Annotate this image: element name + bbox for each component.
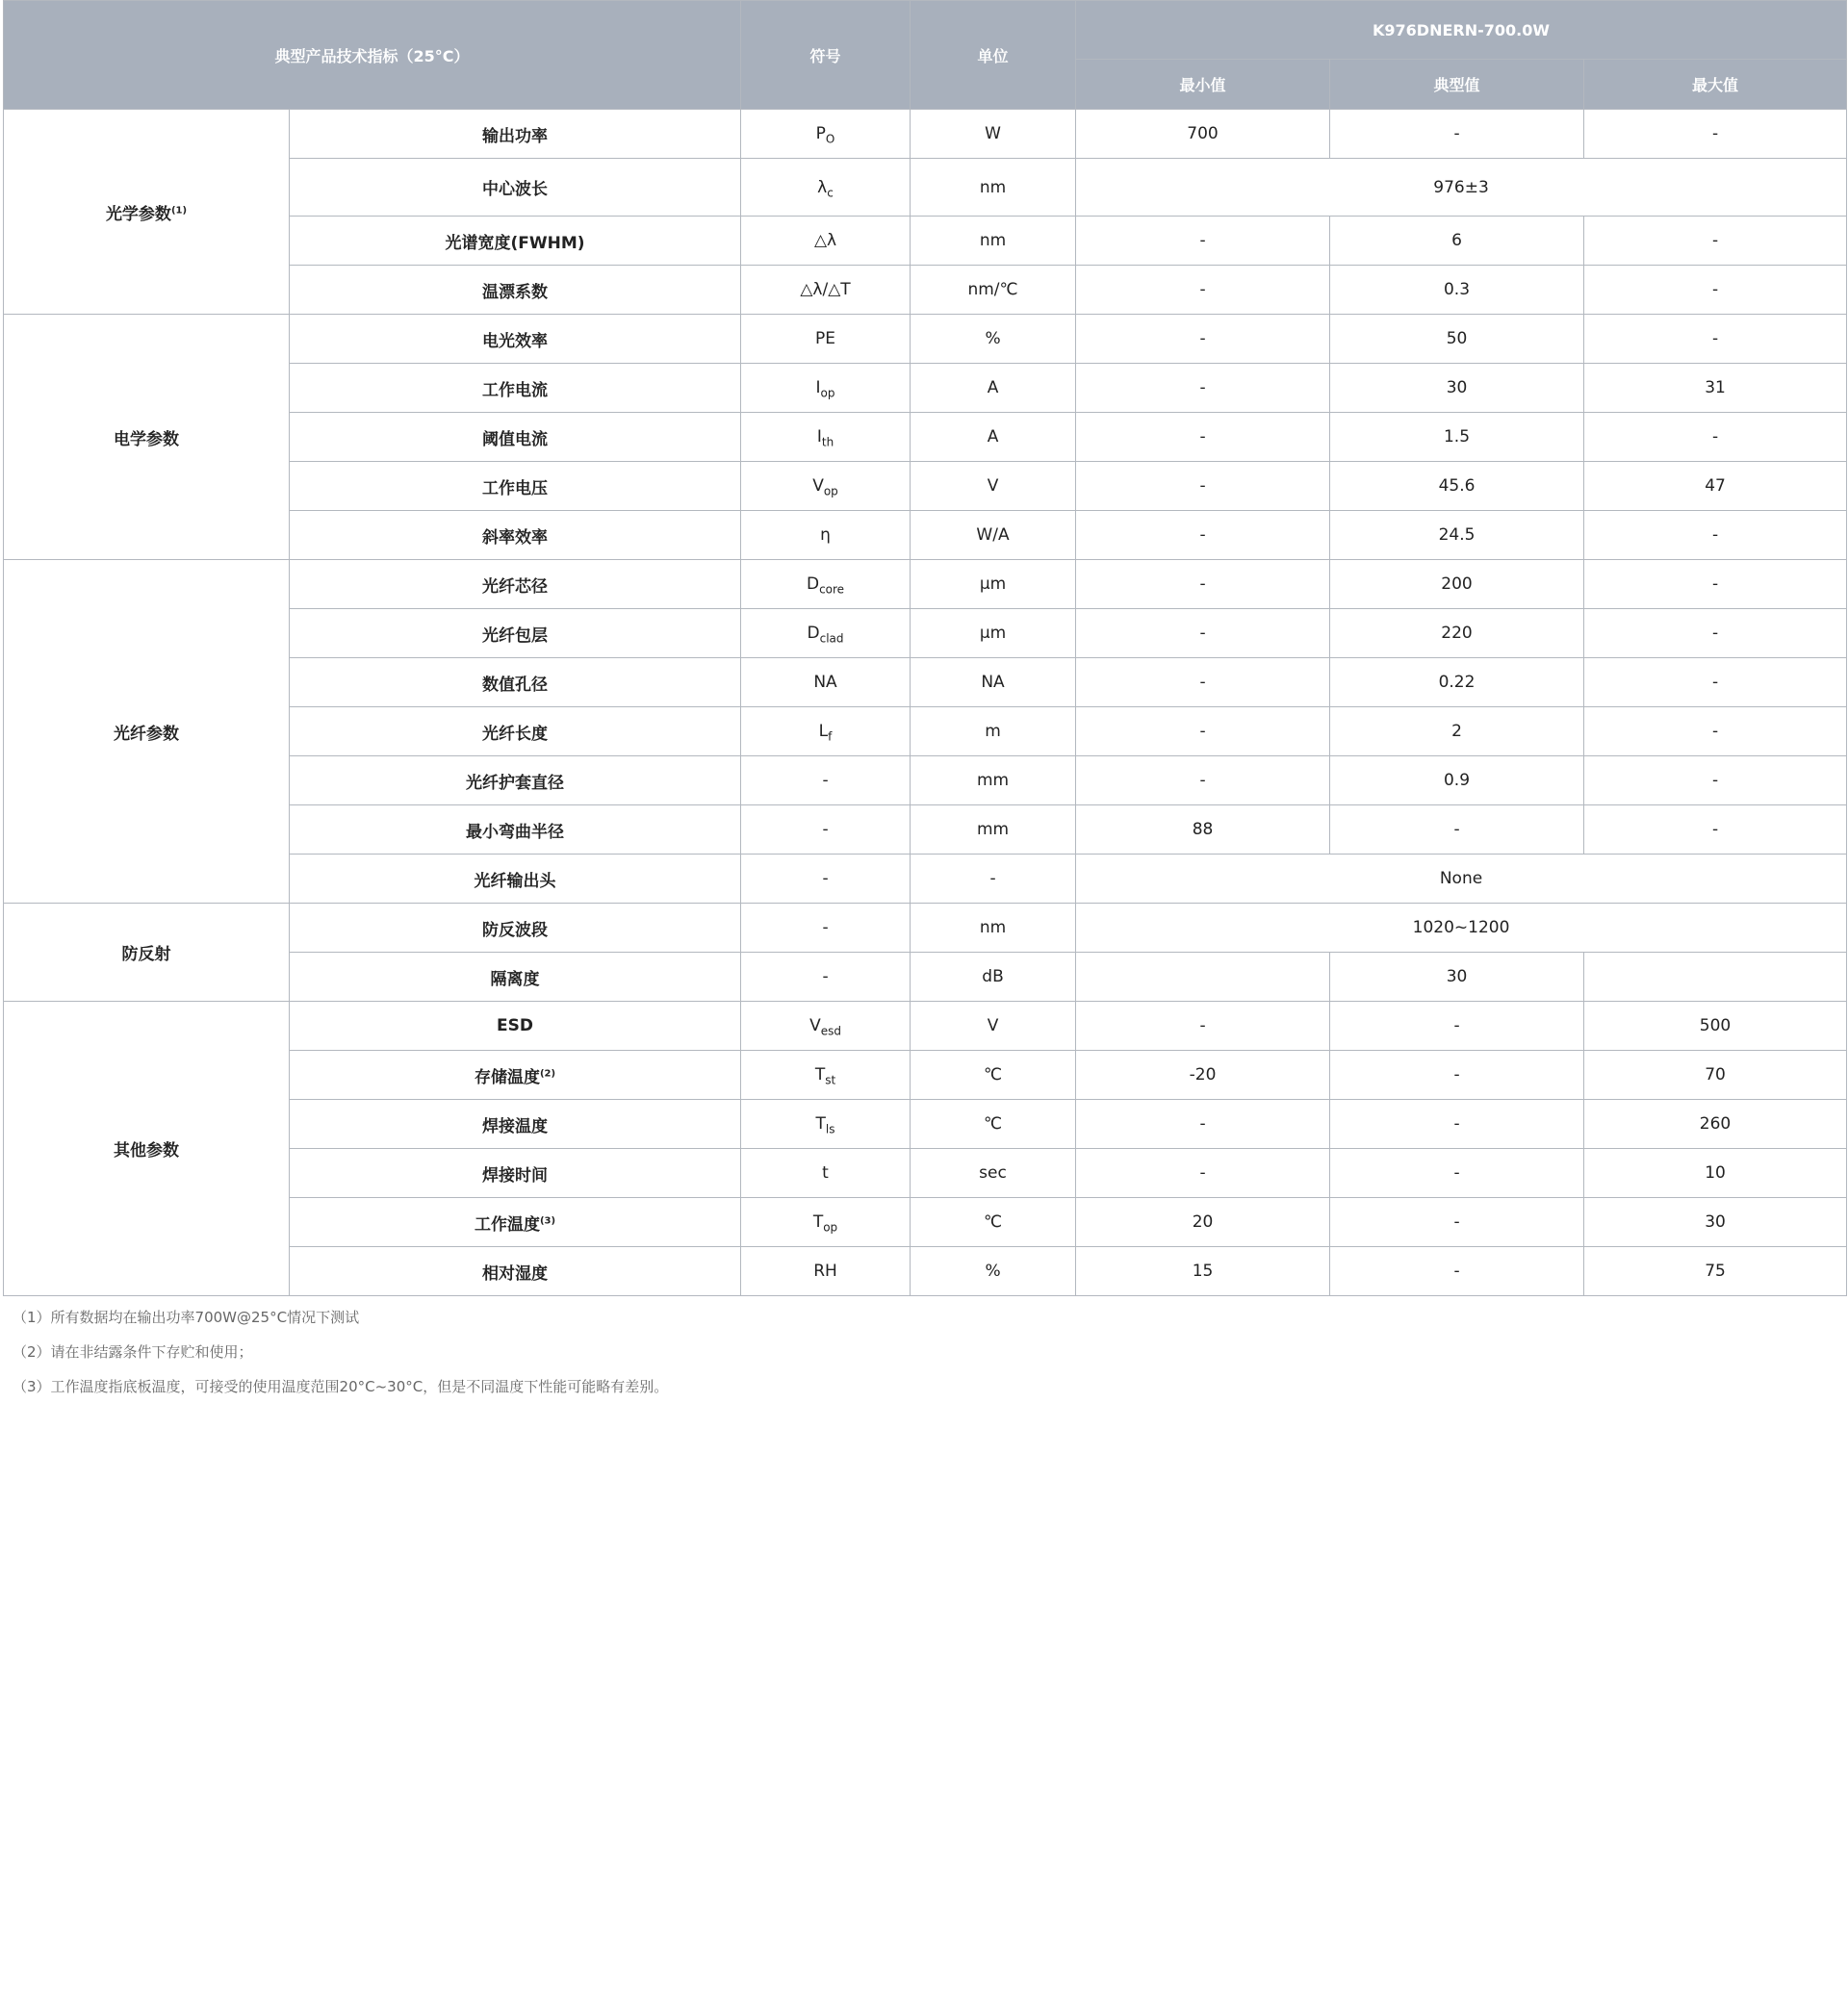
symbol-text: P xyxy=(815,124,826,143)
symbol-text: △λ/△T xyxy=(800,280,851,299)
symbol-subscript: op xyxy=(820,386,835,400)
param-cell xyxy=(290,462,741,511)
value-typ-cell: 6 xyxy=(1330,217,1584,266)
value-min-cell: - xyxy=(1076,609,1330,658)
symbol-text: - xyxy=(822,918,829,937)
symbol-subscript: clad xyxy=(819,631,844,646)
symbol-cell xyxy=(741,609,911,658)
symbol-text: PE xyxy=(815,329,836,348)
value-max-cell: - xyxy=(1584,560,1847,609)
header-model: K976DNERN-700.0W xyxy=(1076,1,1847,60)
unit-cell: mm xyxy=(911,756,1076,805)
value-min-cell: - xyxy=(1076,756,1330,805)
param-cell xyxy=(290,904,741,953)
param-cell xyxy=(290,1051,741,1100)
value-max-cell: - xyxy=(1584,805,1847,855)
value-min-cell: - xyxy=(1076,266,1330,315)
param-cell xyxy=(290,756,741,805)
spec-sheet xyxy=(3,0,1846,1404)
param-cell xyxy=(290,1198,741,1247)
param-label: 工作电压 xyxy=(482,478,548,498)
value-min-cell: - xyxy=(1076,1002,1330,1051)
param-label: 数值孔径 xyxy=(482,675,548,695)
unit-cell: mm xyxy=(911,805,1076,855)
param-label: 工作温度 xyxy=(474,1214,540,1235)
param-label: 光纤包层 xyxy=(482,625,548,646)
header-spec-title: 典型产品技术指标（25°C） xyxy=(4,1,741,110)
symbol-text: RH xyxy=(813,1262,837,1281)
symbol-text: t xyxy=(822,1163,829,1183)
value-min-cell: -20 xyxy=(1076,1051,1330,1100)
group-label: 电学参数 xyxy=(114,429,179,449)
value-min-cell: - xyxy=(1076,364,1330,413)
value-min-cell: - xyxy=(1076,658,1330,707)
symbol-text: NA xyxy=(813,673,837,692)
value-max-cell: - xyxy=(1584,266,1847,315)
param-cell xyxy=(290,707,741,756)
value-max-cell: - xyxy=(1584,511,1847,560)
symbol-cell xyxy=(741,315,911,364)
param-cell xyxy=(290,159,741,217)
table-row xyxy=(4,1002,1847,1051)
symbol-cell xyxy=(741,462,911,511)
value-span-cell: None xyxy=(1076,855,1847,904)
symbol-cell xyxy=(741,266,911,315)
value-min-cell: 20 xyxy=(1076,1198,1330,1247)
value-typ-cell: - xyxy=(1330,1002,1584,1051)
value-min-cell: - xyxy=(1076,462,1330,511)
value-max-cell: - xyxy=(1584,609,1847,658)
value-max-cell: 500 xyxy=(1584,1002,1847,1051)
param-label: 存储温度 xyxy=(474,1067,540,1087)
value-min-cell xyxy=(1076,953,1330,1002)
footnote-1: （1）所有数据均在输出功率700W@25°C情况下测试 xyxy=(13,1309,360,1326)
header-symbol: 符号 xyxy=(741,1,911,110)
value-min-cell: - xyxy=(1076,511,1330,560)
symbol-cell xyxy=(741,658,911,707)
symbol-subscript: ls xyxy=(825,1122,835,1136)
param-cell xyxy=(290,560,741,609)
param-cell xyxy=(290,658,741,707)
param-label: 光谱宽度(FWHM) xyxy=(445,233,585,253)
param-cell xyxy=(290,266,741,315)
symbol-text: T xyxy=(812,1212,824,1232)
symbol-subscript: O xyxy=(825,132,835,146)
param-cell xyxy=(290,364,741,413)
unit-cell: V xyxy=(911,462,1076,511)
param-cell xyxy=(290,1149,741,1198)
group-label: 光学参数 xyxy=(105,204,171,224)
table-row xyxy=(4,904,1847,953)
param-cell xyxy=(290,315,741,364)
value-max-cell: 260 xyxy=(1584,1100,1847,1149)
value-max-cell: - xyxy=(1584,756,1847,805)
footnote-2: （2）请在非结露条件下存贮和使用； xyxy=(13,1343,253,1361)
value-typ-cell: 1.5 xyxy=(1330,413,1584,462)
unit-cell: A xyxy=(911,364,1076,413)
param-label: 最小弯曲半径 xyxy=(466,822,564,842)
unit-cell: nm xyxy=(911,217,1076,266)
symbol-text: - xyxy=(822,967,829,986)
symbol-text: λ xyxy=(817,177,828,197)
param-label: 相对湿度 xyxy=(482,1263,548,1284)
unit-cell: μm xyxy=(911,609,1076,658)
param-cell xyxy=(290,1100,741,1149)
symbol-text: I xyxy=(815,378,821,397)
group-footnote-ref: (1) xyxy=(170,204,188,216)
symbol-cell xyxy=(741,1051,911,1100)
symbol-cell xyxy=(741,560,911,609)
unit-cell: μm xyxy=(911,560,1076,609)
unit-cell: - xyxy=(911,855,1076,904)
symbol-cell xyxy=(741,217,911,266)
param-cell xyxy=(290,110,741,159)
symbol-text: - xyxy=(822,771,829,790)
param-label: 中心波长 xyxy=(482,180,548,199)
symbol-text: I xyxy=(816,427,822,446)
symbol-cell xyxy=(741,364,911,413)
value-typ-cell: - xyxy=(1330,805,1584,855)
value-typ-cell: 30 xyxy=(1330,953,1584,1002)
symbol-cell xyxy=(741,904,911,953)
symbol-text: V xyxy=(812,476,824,496)
header-unit: 单位 xyxy=(911,1,1076,110)
param-label: 斜率效率 xyxy=(482,527,548,548)
value-min-cell: - xyxy=(1076,1149,1330,1198)
param-cell xyxy=(290,1002,741,1051)
symbol-text: V xyxy=(809,1016,821,1035)
unit-cell: A xyxy=(911,413,1076,462)
value-max-cell: - xyxy=(1584,315,1847,364)
group-label: 其他参数 xyxy=(114,1141,179,1161)
value-min-cell: - xyxy=(1076,707,1330,756)
value-max-cell: - xyxy=(1584,658,1847,707)
value-max-cell: - xyxy=(1584,110,1847,159)
param-cell xyxy=(290,511,741,560)
value-typ-cell: - xyxy=(1330,1198,1584,1247)
symbol-cell xyxy=(741,707,911,756)
symbol-subscript: esd xyxy=(820,1024,841,1038)
value-max-cell: - xyxy=(1584,707,1847,756)
group-label: 光纤参数 xyxy=(114,724,179,744)
footnotes xyxy=(3,1300,1846,1404)
value-max-cell: 75 xyxy=(1584,1247,1847,1296)
value-typ-cell: 2 xyxy=(1330,707,1584,756)
value-max-cell: 10 xyxy=(1584,1149,1847,1198)
param-label: 阈值电流 xyxy=(482,429,548,449)
symbol-text: D xyxy=(806,574,820,594)
symbol-text: - xyxy=(822,869,829,888)
param-cell xyxy=(290,609,741,658)
group-label: 防反射 xyxy=(121,945,171,964)
symbol-cell xyxy=(741,1100,911,1149)
param-label: 光纤长度 xyxy=(482,724,548,744)
spec-table-body xyxy=(4,110,1847,1296)
unit-cell: W xyxy=(911,110,1076,159)
symbol-text: △λ xyxy=(813,231,837,250)
param-label: 光纤输出头 xyxy=(474,871,556,891)
param-label: 光纤芯径 xyxy=(482,576,548,597)
spec-table xyxy=(3,0,1847,1296)
unit-cell: nm xyxy=(911,904,1076,953)
param-footnote-ref: (3) xyxy=(539,1214,556,1226)
value-typ-cell: 45.6 xyxy=(1330,462,1584,511)
value-min-cell: - xyxy=(1076,217,1330,266)
value-max-cell: - xyxy=(1584,217,1847,266)
param-cell xyxy=(290,1247,741,1296)
table-row xyxy=(4,315,1847,364)
symbol-text: - xyxy=(822,820,829,839)
param-cell xyxy=(290,413,741,462)
group-optical xyxy=(4,110,290,315)
group-electrical xyxy=(4,315,290,560)
value-max-cell xyxy=(1584,953,1847,1002)
unit-cell: % xyxy=(911,315,1076,364)
symbol-cell xyxy=(741,110,911,159)
value-max-cell: 30 xyxy=(1584,1198,1847,1247)
value-min-cell: - xyxy=(1076,315,1330,364)
value-span-cell: 976±3 xyxy=(1076,159,1847,217)
unit-cell: NA xyxy=(911,658,1076,707)
unit-cell: nm/℃ xyxy=(911,266,1076,315)
unit-cell: ℃ xyxy=(911,1051,1076,1100)
value-typ-cell: 0.9 xyxy=(1330,756,1584,805)
value-min-cell: - xyxy=(1076,1100,1330,1149)
group-antireflect xyxy=(4,904,290,1002)
table-row xyxy=(4,110,1847,159)
symbol-subscript: f xyxy=(828,729,833,744)
param-label: 隔离度 xyxy=(490,969,540,989)
symbol-cell xyxy=(741,413,911,462)
unit-cell: ℃ xyxy=(911,1198,1076,1247)
symbol-cell xyxy=(741,1002,911,1051)
param-cell xyxy=(290,217,741,266)
unit-cell: sec xyxy=(911,1149,1076,1198)
value-typ-cell: 0.22 xyxy=(1330,658,1584,707)
footnote-3: （3）工作温度指底板温度，可接受的使用温度范围20°C~30°C，但是不同温度下性能可能略有差别。 xyxy=(13,1378,669,1395)
symbol-cell xyxy=(741,1198,911,1247)
symbol-text: D xyxy=(807,624,820,643)
unit-cell: V xyxy=(911,1002,1076,1051)
group-fiber xyxy=(4,560,290,904)
group-other xyxy=(4,1002,290,1296)
header-typ: 典型值 xyxy=(1330,60,1584,110)
symbol-subscript: c xyxy=(827,185,834,199)
value-max-cell: 70 xyxy=(1584,1051,1847,1100)
symbol-cell xyxy=(741,855,911,904)
symbol-cell xyxy=(741,1149,911,1198)
unit-cell: nm xyxy=(911,159,1076,217)
value-max-cell: 31 xyxy=(1584,364,1847,413)
symbol-subscript: th xyxy=(821,435,834,449)
value-min-cell: 700 xyxy=(1076,110,1330,159)
unit-cell: ℃ xyxy=(911,1100,1076,1149)
symbol-cell xyxy=(741,1247,911,1296)
param-label: 电光效率 xyxy=(482,331,548,351)
value-typ-cell: - xyxy=(1330,1149,1584,1198)
param-label: 输出功率 xyxy=(482,126,548,146)
unit-cell: W/A xyxy=(911,511,1076,560)
symbol-cell xyxy=(741,159,911,217)
symbol-text: L xyxy=(818,722,829,741)
symbol-subscript: op xyxy=(823,1220,838,1235)
value-typ-cell: - xyxy=(1330,1051,1584,1100)
value-min-cell: - xyxy=(1076,413,1330,462)
symbol-cell xyxy=(741,756,911,805)
value-typ-cell: 24.5 xyxy=(1330,511,1584,560)
symbol-text: T xyxy=(814,1065,826,1084)
param-label: 光纤护套直径 xyxy=(466,773,564,793)
symbol-subscript: st xyxy=(825,1073,836,1087)
value-typ-cell: - xyxy=(1330,1247,1584,1296)
symbol-text: T xyxy=(815,1114,826,1134)
param-label: 工作电流 xyxy=(482,380,548,400)
param-cell xyxy=(290,805,741,855)
param-label: 焊接温度 xyxy=(482,1116,548,1136)
param-label: 温漂系数 xyxy=(482,282,548,302)
value-typ-cell: 50 xyxy=(1330,315,1584,364)
value-typ-cell: 220 xyxy=(1330,609,1584,658)
param-label: 焊接时间 xyxy=(482,1165,548,1186)
symbol-cell xyxy=(741,805,911,855)
value-max-cell: - xyxy=(1584,413,1847,462)
value-min-cell: 88 xyxy=(1076,805,1330,855)
value-typ-cell: - xyxy=(1330,110,1584,159)
value-typ-cell: 0.3 xyxy=(1330,266,1584,315)
value-typ-cell: 30 xyxy=(1330,364,1584,413)
unit-cell: m xyxy=(911,707,1076,756)
value-min-cell: - xyxy=(1076,560,1330,609)
param-footnote-ref: (2) xyxy=(539,1067,556,1079)
symbol-text: η xyxy=(820,525,831,545)
symbol-cell xyxy=(741,953,911,1002)
symbol-subscript: op xyxy=(823,484,838,498)
symbol-subscript: core xyxy=(819,582,845,597)
header-max: 最大值 xyxy=(1584,60,1847,110)
unit-cell: dB xyxy=(911,953,1076,1002)
value-typ-cell: - xyxy=(1330,1100,1584,1149)
param-label: 防反波段 xyxy=(482,920,548,940)
param-cell xyxy=(290,855,741,904)
param-cell xyxy=(290,953,741,1002)
value-span-cell: 1020~1200 xyxy=(1076,904,1847,953)
symbol-cell xyxy=(741,511,911,560)
unit-cell: % xyxy=(911,1247,1076,1296)
value-max-cell: 47 xyxy=(1584,462,1847,511)
value-typ-cell: 200 xyxy=(1330,560,1584,609)
table-row xyxy=(4,560,1847,609)
header-min: 最小值 xyxy=(1076,60,1330,110)
param-label: ESD xyxy=(497,1016,533,1035)
value-min-cell: 15 xyxy=(1076,1247,1330,1296)
